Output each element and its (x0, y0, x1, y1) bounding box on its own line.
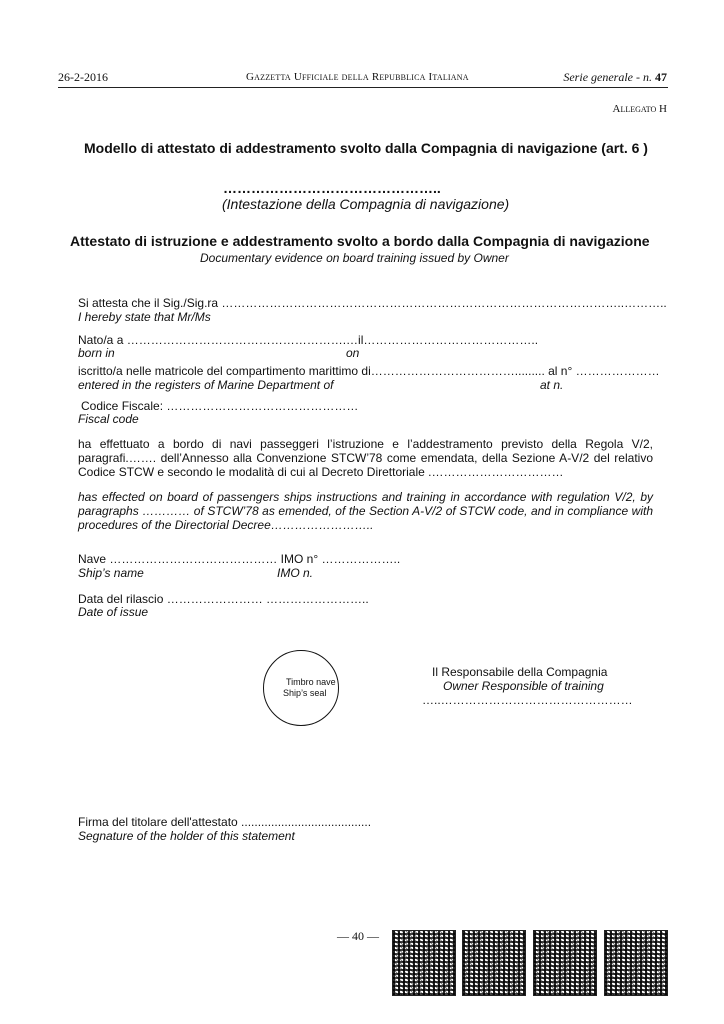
fiscal-code-label: Fiscal code (78, 412, 139, 426)
barcode-3 (533, 930, 597, 996)
ship-line: Nave …………………………………… IMO n° ……………….. (78, 552, 401, 566)
entered-label: entered in the registers of Marine Department of (78, 378, 334, 392)
attesta-en: I hereby state that Mr/Ms (78, 310, 211, 324)
paragraph-italian: ha effettuato a bordo di navi passeggeri l’istruzione e l’addestramento previsto della Regola V/2, paragrafi.……. dell’Annesso alla Convenzione STCW’78 come emendata, della Sezione A-V/2 del relativo Codice STCW e secondo le modalità di cui al Decreto Direttoriale .…………………………… (78, 437, 653, 479)
issue-date-en: Date of issue (78, 605, 149, 619)
header-publication: Gazzetta Ufficiale della Repubblica Italiana (246, 71, 469, 83)
page-number: — 40 — (337, 929, 379, 943)
seal-label-it: Timbro nave (286, 677, 336, 687)
on-label: on (346, 346, 360, 360)
header-rule (58, 87, 668, 88)
responsible-title: Il Responsabile della Compagnia (432, 665, 608, 679)
seal-label-en: Ship’s seal (283, 688, 327, 698)
company-dots: ……………………………………….. (223, 180, 441, 196)
ships-name-label: Ship’s name (78, 566, 144, 580)
attesta-line: Si attesta che il Sig./Sig.ra ………………………………………………………………………………………..……….. (78, 296, 667, 310)
holder-signature-line: Firma del titolare dell'attestato ....................................... (78, 815, 372, 829)
header-date: 26-2-2016 (58, 70, 108, 84)
header-series (563, 70, 667, 85)
iscritto-line: iscritto/a nelle matricole del compartimento marittimo di………………………………......... al n° ………………… (78, 364, 660, 378)
header-number: 47 (655, 70, 667, 84)
issue-date-line: Data del rilascio …………………… …………………….. (78, 592, 369, 606)
imo-label: IMO n. (277, 566, 314, 580)
holder-signature-en: Segnature of the holder of this statement (78, 829, 295, 843)
barcode-1 (392, 930, 456, 996)
document-title: Modello di attestato di addestramento svolto dalla Compagnia di navigazione (art. 6 ) (84, 140, 648, 156)
document-subtitle: Attestato di istruzione e addestramento svolto a bordo dalla Compagnia di navigazione (70, 233, 650, 249)
company-header: (Intestazione della Compagnia di navigazione) (222, 196, 510, 212)
responsible-title-en: Owner Responsible of training (443, 679, 604, 693)
responsible-signature-line: …..………………………………………… (422, 693, 633, 707)
document-subtitle-en: Documentary evidence on board training issued by Owner (200, 251, 509, 265)
paragraph-english: has effected on board of passengers ships instructions and training in accordance with regulation V/2, by paragraphs ………… of STCW’78 as emended, of the Section A-V/2 of STCW code, and in compliance with procedures of the Directorial Decree…………………….. (78, 490, 653, 532)
header-series-label: Serie generale - n. (563, 70, 655, 84)
barcode-2 (462, 930, 526, 996)
barcode-4 (604, 930, 668, 996)
annex-label: Allegato H (612, 103, 667, 115)
nato-line: Nato/a a ……………………………………………….…il…………………………………….. (78, 333, 539, 347)
codice-fiscale-line: Codice Fiscale: ………………………………………… (81, 399, 359, 413)
born-in-label: born in (78, 346, 115, 360)
at-n-label: at n. (540, 378, 564, 392)
